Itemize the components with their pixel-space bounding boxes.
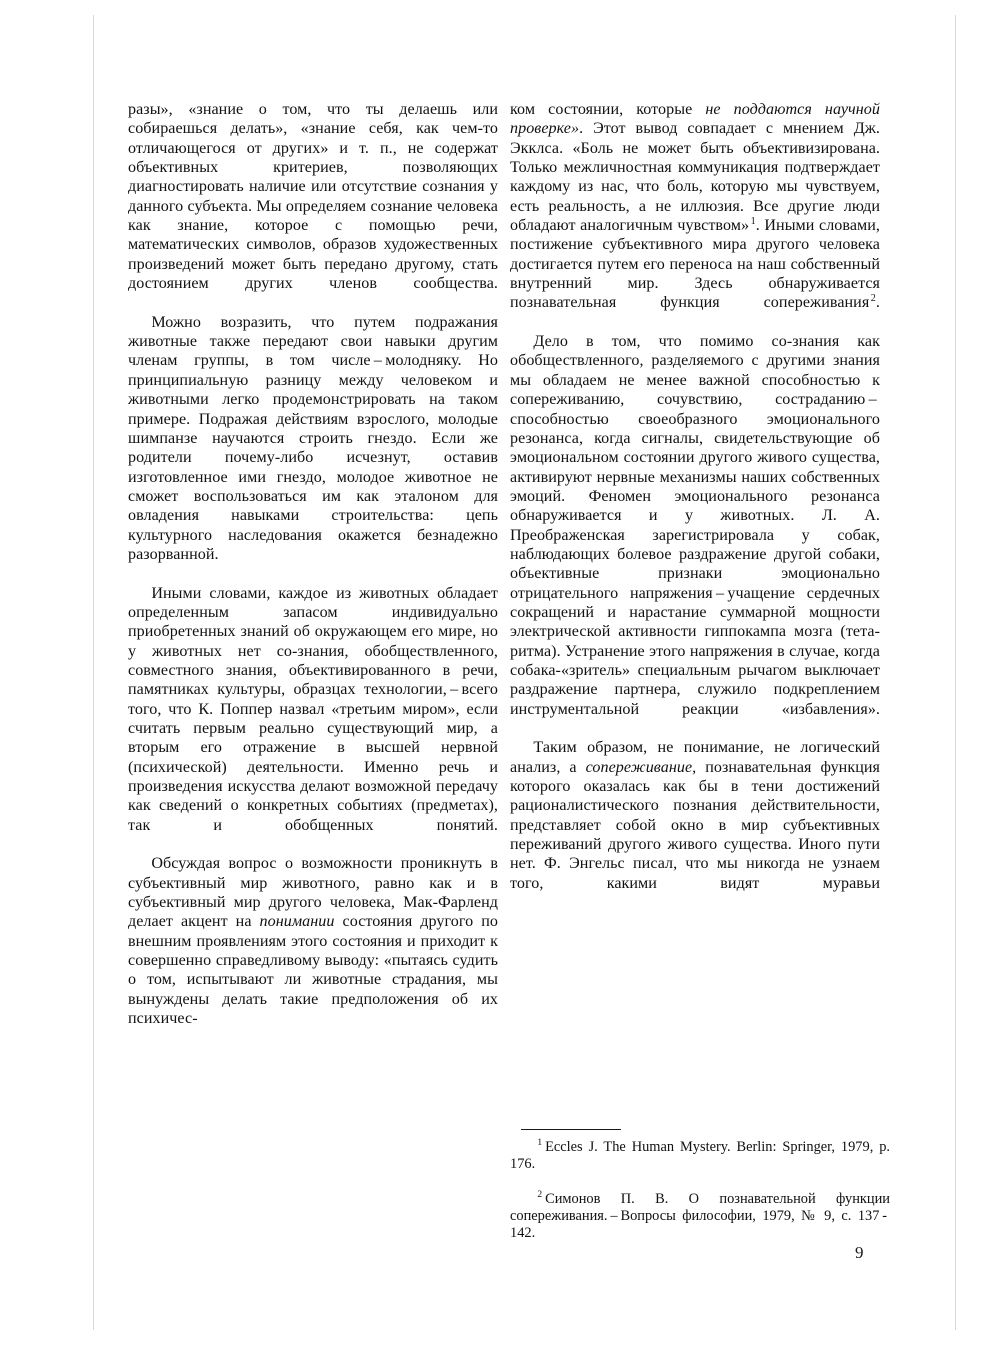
- scan-edge-left-artifact: [93, 15, 94, 1330]
- text-run: Обсуждая вопрос о возможности проникнуть в субъективный мир животного, равно как и в субъективный мир другого человека, Мак-Фарленд делает акцент на: [128, 855, 498, 931]
- footnote-list: [510, 1139, 890, 1260]
- text-run: разы», «знание о том, что ты делаешь или собираешься делать», «знание себя, как чем-то отличающегося от других» и т. п., не содержат объективных критериев, позволяющих диагностировать наличие или отсутствие сознания у данного субъекта. Мы определяем сознание человека как знание, которое с помощью речи, математических символов, образов художественных произведений может быть передано другому, стать достоянием других членов сообщества.: [128, 101, 498, 293]
- footnote-2: [510, 1191, 890, 1260]
- text-column-left: [128, 100, 498, 1048]
- italic-emphasis: понимании: [259, 913, 335, 931]
- text-run: Иными словами, каждое из животных обладает определенным запасом индивидуально приобретенных знаний об окружающем его мире, но у животных нет со-знания, обобществленного, совместного знания, объективированного в речи, памятниках культуры, образцах технологии, – всего того, что К. Поппер назвал «третьим миром», если считать первым реально существующий мир, а вторым его отражение в высшей нервной (психической) деятельности. Именно речь и произведения искусства делают возможной передачу как сведений о конкретных событиях (предметах), так и обобщенных понятий.: [128, 584, 498, 834]
- text-run: Дело в том, что помимо со-знания как обобществленного, разделяемого с другими знания мы обладаем не менее важной способностью к сопереживанию, сочувствию, состраданию – способностью своеобразного эмоционального резонанса, когда сигналы, свидетельствующие об эмоциональном состоянии другого живого существа, активируют нервные механизмы наших собственных эмоций. Феномен эмоционального резонанса обнаруживается и у животных. Л. А. Преображенская зарегистрировала у собак, наблюдающих болевое раздражение другой собаки, объективные признаки эмоционально отрицательного напряжения – учащение сердечных сокращений и нарастание суммарной мощности электрической активности гиппокампа мозга (тета-ритма). Устранение этого напряжения в случае, когда собака-«зритель» специальным рычагом выключает раздражение партнера, служило подкреплением инструментальной реакции «избавления».: [510, 333, 880, 718]
- footnote-separator-rule: [521, 1129, 621, 1130]
- paragraph-p-takim-obrazom: [510, 738, 880, 912]
- text-run: . Иными словами, постижение субъективного мира другого человека достигается путем его переноса на наш собственный внутренний мир. Здесь обнаруживается познавательная функция сопереживания: [510, 217, 881, 312]
- paragraph-p-kom-sostoyanii: [510, 100, 880, 332]
- footnote-marker-1: 1: [537, 1138, 543, 1149]
- text-run: Можно возразить, что путем подражания животные также передают свои навыки другим членам группы, в том числе – молодняку. Но принципиальную разницу между человеком и животными легко продемонстрировать на таком примере. Подражая действиям взрослого, молодые шимпанзе научаются строить гнездо. Если же родители почему-либо исчезнут, оставив изготовленное ими гнездо, молодое животное не сможет воспользоваться им как эталоном для овладения навыками строительства: цепь культурного наследования окажется безнадежно разорванной.: [128, 313, 498, 563]
- footnote-reference-1: 1: [750, 215, 756, 227]
- italic-emphasis: сопереживание,: [585, 758, 697, 776]
- text-run: состояния другого по внешним проявлениям этого состояния и приходит к совершенно справедливому выводу: «пытаясь судить о том, испытывают ли животные страдания, мы вынуждены делать такие предположения об их психичес-: [128, 913, 498, 1028]
- italic-emphasis: не поддаются научной проверке»: [510, 101, 880, 138]
- footnote-block: [510, 1129, 890, 1260]
- paragraph-p-delo-v-tom: [510, 332, 880, 738]
- paragraph-p-obsuzhdaya-vopros: [128, 854, 498, 1047]
- paragraph-p-razy: [128, 100, 498, 313]
- text-run: познавательная функция которого оказалась как бы в тени достижений рационалистического познания действительности, представляет собой окно в мир субъективных переживаний другого живого существа. Иного пути нет. Ф. Энгельс писал, что мы никогда не узнаем того, какими видят муравьи: [510, 758, 880, 892]
- page-number: 9: [855, 1243, 864, 1262]
- text-run: . Этот вывод совпадает с мнением Дж. Экклса. «Боль не может быть объективизирована. Только межличностная коммуникация подтверждает каждому из нас, что боль, которую мы чувствуем, есть реальность, а не иллюзия. Все другие люди обладают аналогичным чувством»: [510, 120, 880, 235]
- footnote-1: [510, 1139, 890, 1191]
- text-column-right: [510, 100, 880, 912]
- paragraph-p-mozhno-vozrazit: [128, 313, 498, 584]
- paragraph-p-inymi-slovami: [128, 584, 498, 855]
- footnote-text: Симонов П. В. О познавательной функции сопереживания. – Вопросы философии, 1979, № 9, с. 137 - 142.: [510, 1190, 890, 1242]
- footnote-text: Eccles J. The Human Mystery. Berlin: Springer, 1979, p. 176.: [510, 1139, 890, 1173]
- footnote-reference-2: 2: [870, 293, 876, 305]
- text-run: ком состоянии, которые: [510, 101, 706, 118]
- text-run: .: [875, 294, 880, 312]
- text-run: Таким образом, не понимание, не логический анализ, а: [510, 739, 880, 776]
- footnote-marker-2: 2: [537, 1190, 543, 1201]
- scan-edge-right-artifact: [955, 15, 956, 1330]
